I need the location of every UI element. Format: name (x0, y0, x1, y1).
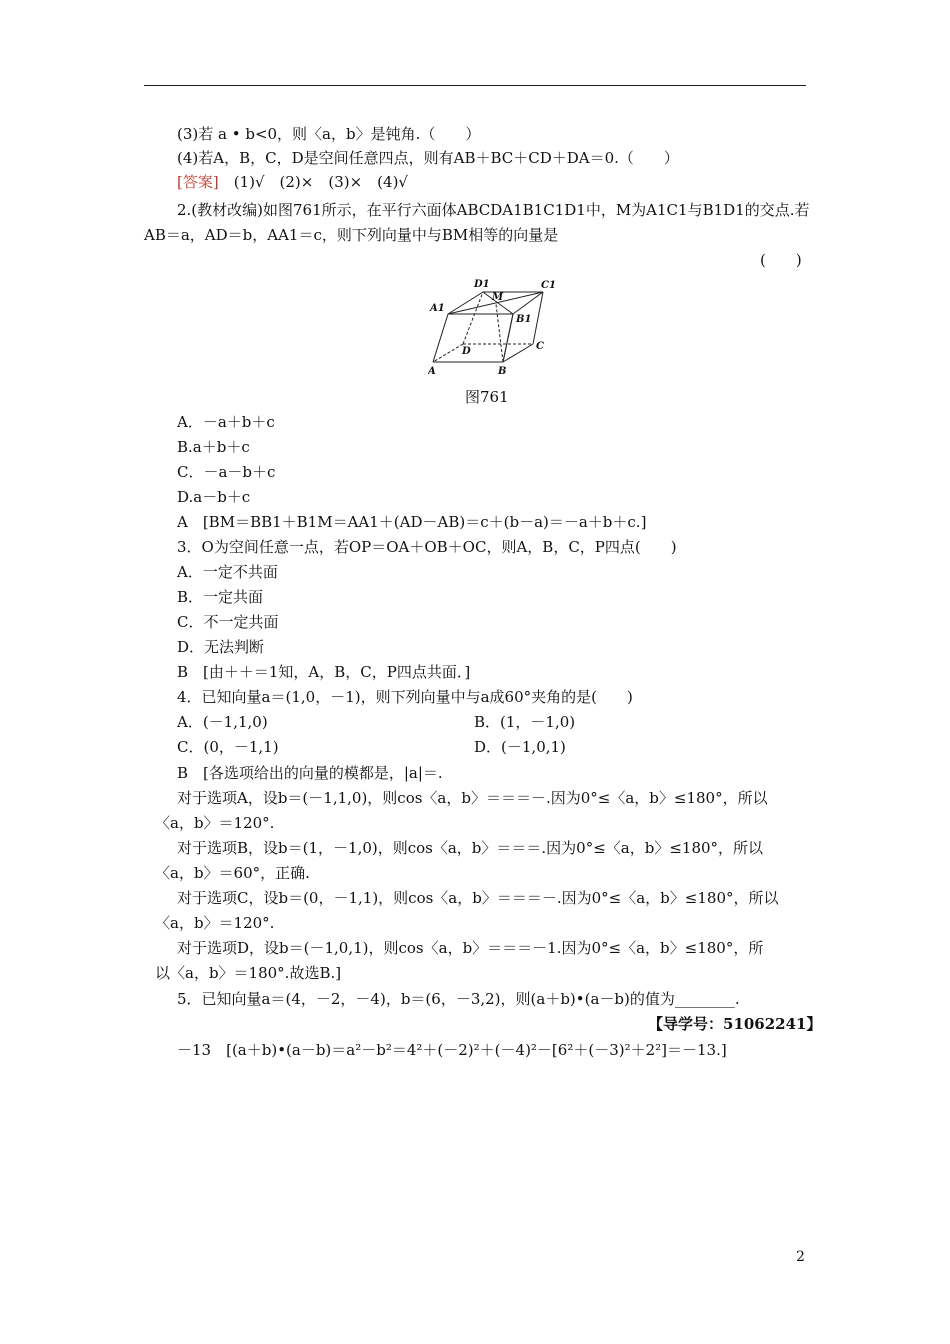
label-m: M (492, 292, 504, 303)
text-line: 〈a，b〉＝120°. (155, 914, 275, 932)
label-d1: D1 (474, 279, 490, 290)
label-a1: A1 (430, 303, 445, 314)
text-line: 对于选项B，设b＝(1，－1,0)，则cos〈a，b〉＝＝＝.因为0°≤〈a，b〉≤180°，所以 (177, 839, 764, 857)
text-line: (4)若A，B，C，D是空间任意四点，则有AB＋BC＋CD＋DA＝0.（ ） (177, 149, 679, 167)
label-b1: B1 (516, 314, 532, 325)
page-number: 2 (796, 1249, 805, 1265)
answer-line (177, 172, 408, 192)
figure-caption: 图761 (465, 388, 509, 406)
text-line: 〈a，b〉＝120°. (155, 814, 275, 832)
question-3: 3．O为空间任意一点，若OP＝OA＋OB＋OC，则A，B，C，P四点( ) (177, 538, 677, 556)
question-4: 4．已知向量a＝(1,0，－1)，则下列向量中与a成60°夹角的是( ) (177, 688, 633, 706)
label-b: B (498, 366, 507, 377)
option-d: D.a－b＋c (177, 488, 251, 506)
solution-3: B [由＋＋＝1知，A，B，C，P四点共面．] (177, 663, 471, 681)
text-line: 对于选项D，设b＝(－1,0,1)，则cos〈a，b〉＝＝＝－1.因为0°≤〈a，b〉≤180°，所 (177, 939, 764, 957)
solution-5: －13 [(a＋b)•(a－b)＝a²－b²＝4²＋(－2)²＋(－4)²－[6²＋(－3)²＋2²]＝－13.] (177, 1041, 727, 1059)
option-b: B．一定共面 (177, 588, 264, 606)
label-a: A (428, 366, 436, 377)
option-a: A．(－1,1,0) (177, 713, 268, 731)
option-d: D．无法判断 (177, 638, 265, 656)
question-2: 2.(教材改编)如图761所示，在平行六面体ABCDA1B1C1D1中，M为A1C1与B1D1的交点.若 (177, 201, 810, 219)
option-b: B．(1，－1,0) (474, 713, 576, 731)
option-a: A．一定不共面 (177, 563, 278, 581)
answer-bracket: ( ) (760, 251, 802, 269)
text-line: 〈a，b〉＝60°，正确. (155, 864, 310, 882)
option-b: B.a＋b＋c (177, 438, 250, 456)
answer-tag: [答案] (177, 173, 219, 191)
question-5: 5．已知向量a＝(4，－2，－4)，b＝(6，－3,2)，则(a＋b)•(a－b)的值为________. (177, 990, 740, 1008)
solution-2: A [BM＝BB1＋B1M＝AA1＋(AD－AB)＝c＋(b－a)＝－a＋b＋c.] (177, 513, 647, 531)
label-d: D (462, 346, 471, 357)
option-a: A．－a＋b＋c (177, 413, 275, 431)
option-c: C．－a－b＋c (177, 463, 276, 481)
answer-text: (1)√ (2)× (3)× (4)√ (233, 173, 408, 191)
text-line: 对于选项C，设b＝(0，－1,1)，则cos〈a，b〉＝＝＝－.因为0°≤〈a，b〉≤180°，所以 (177, 889, 779, 907)
text-line: 以〈a，b〉＝180°.故选B.] (155, 964, 342, 982)
header-rule (144, 85, 806, 86)
text-line: (3)若 a • b<0，则〈a，b〉是钝角.（ ） (177, 125, 481, 143)
text-line: 对于选项A，设b＝(－1,1,0)，则cos〈a，b〉＝＝＝－.因为0°≤〈a，b〉≤180°，所以 (177, 789, 768, 807)
option-c: C．(0，－1,1) (177, 738, 279, 756)
option-c: C．不一定共面 (177, 613, 279, 631)
label-c1: C1 (541, 280, 556, 291)
guide-number: 【导学号：51062241】 (648, 1015, 822, 1033)
text-line: AB＝a，AD＝b，AA1＝c，则下列向量中与BM相等的向量是 (144, 226, 559, 244)
parallelepiped-figure (428, 274, 558, 378)
label-c: C (536, 341, 544, 352)
solution-4: B [各选项给出的向量的模都是，|a|＝. (177, 764, 443, 782)
option-d: D．(－1,0,1) (474, 738, 566, 756)
